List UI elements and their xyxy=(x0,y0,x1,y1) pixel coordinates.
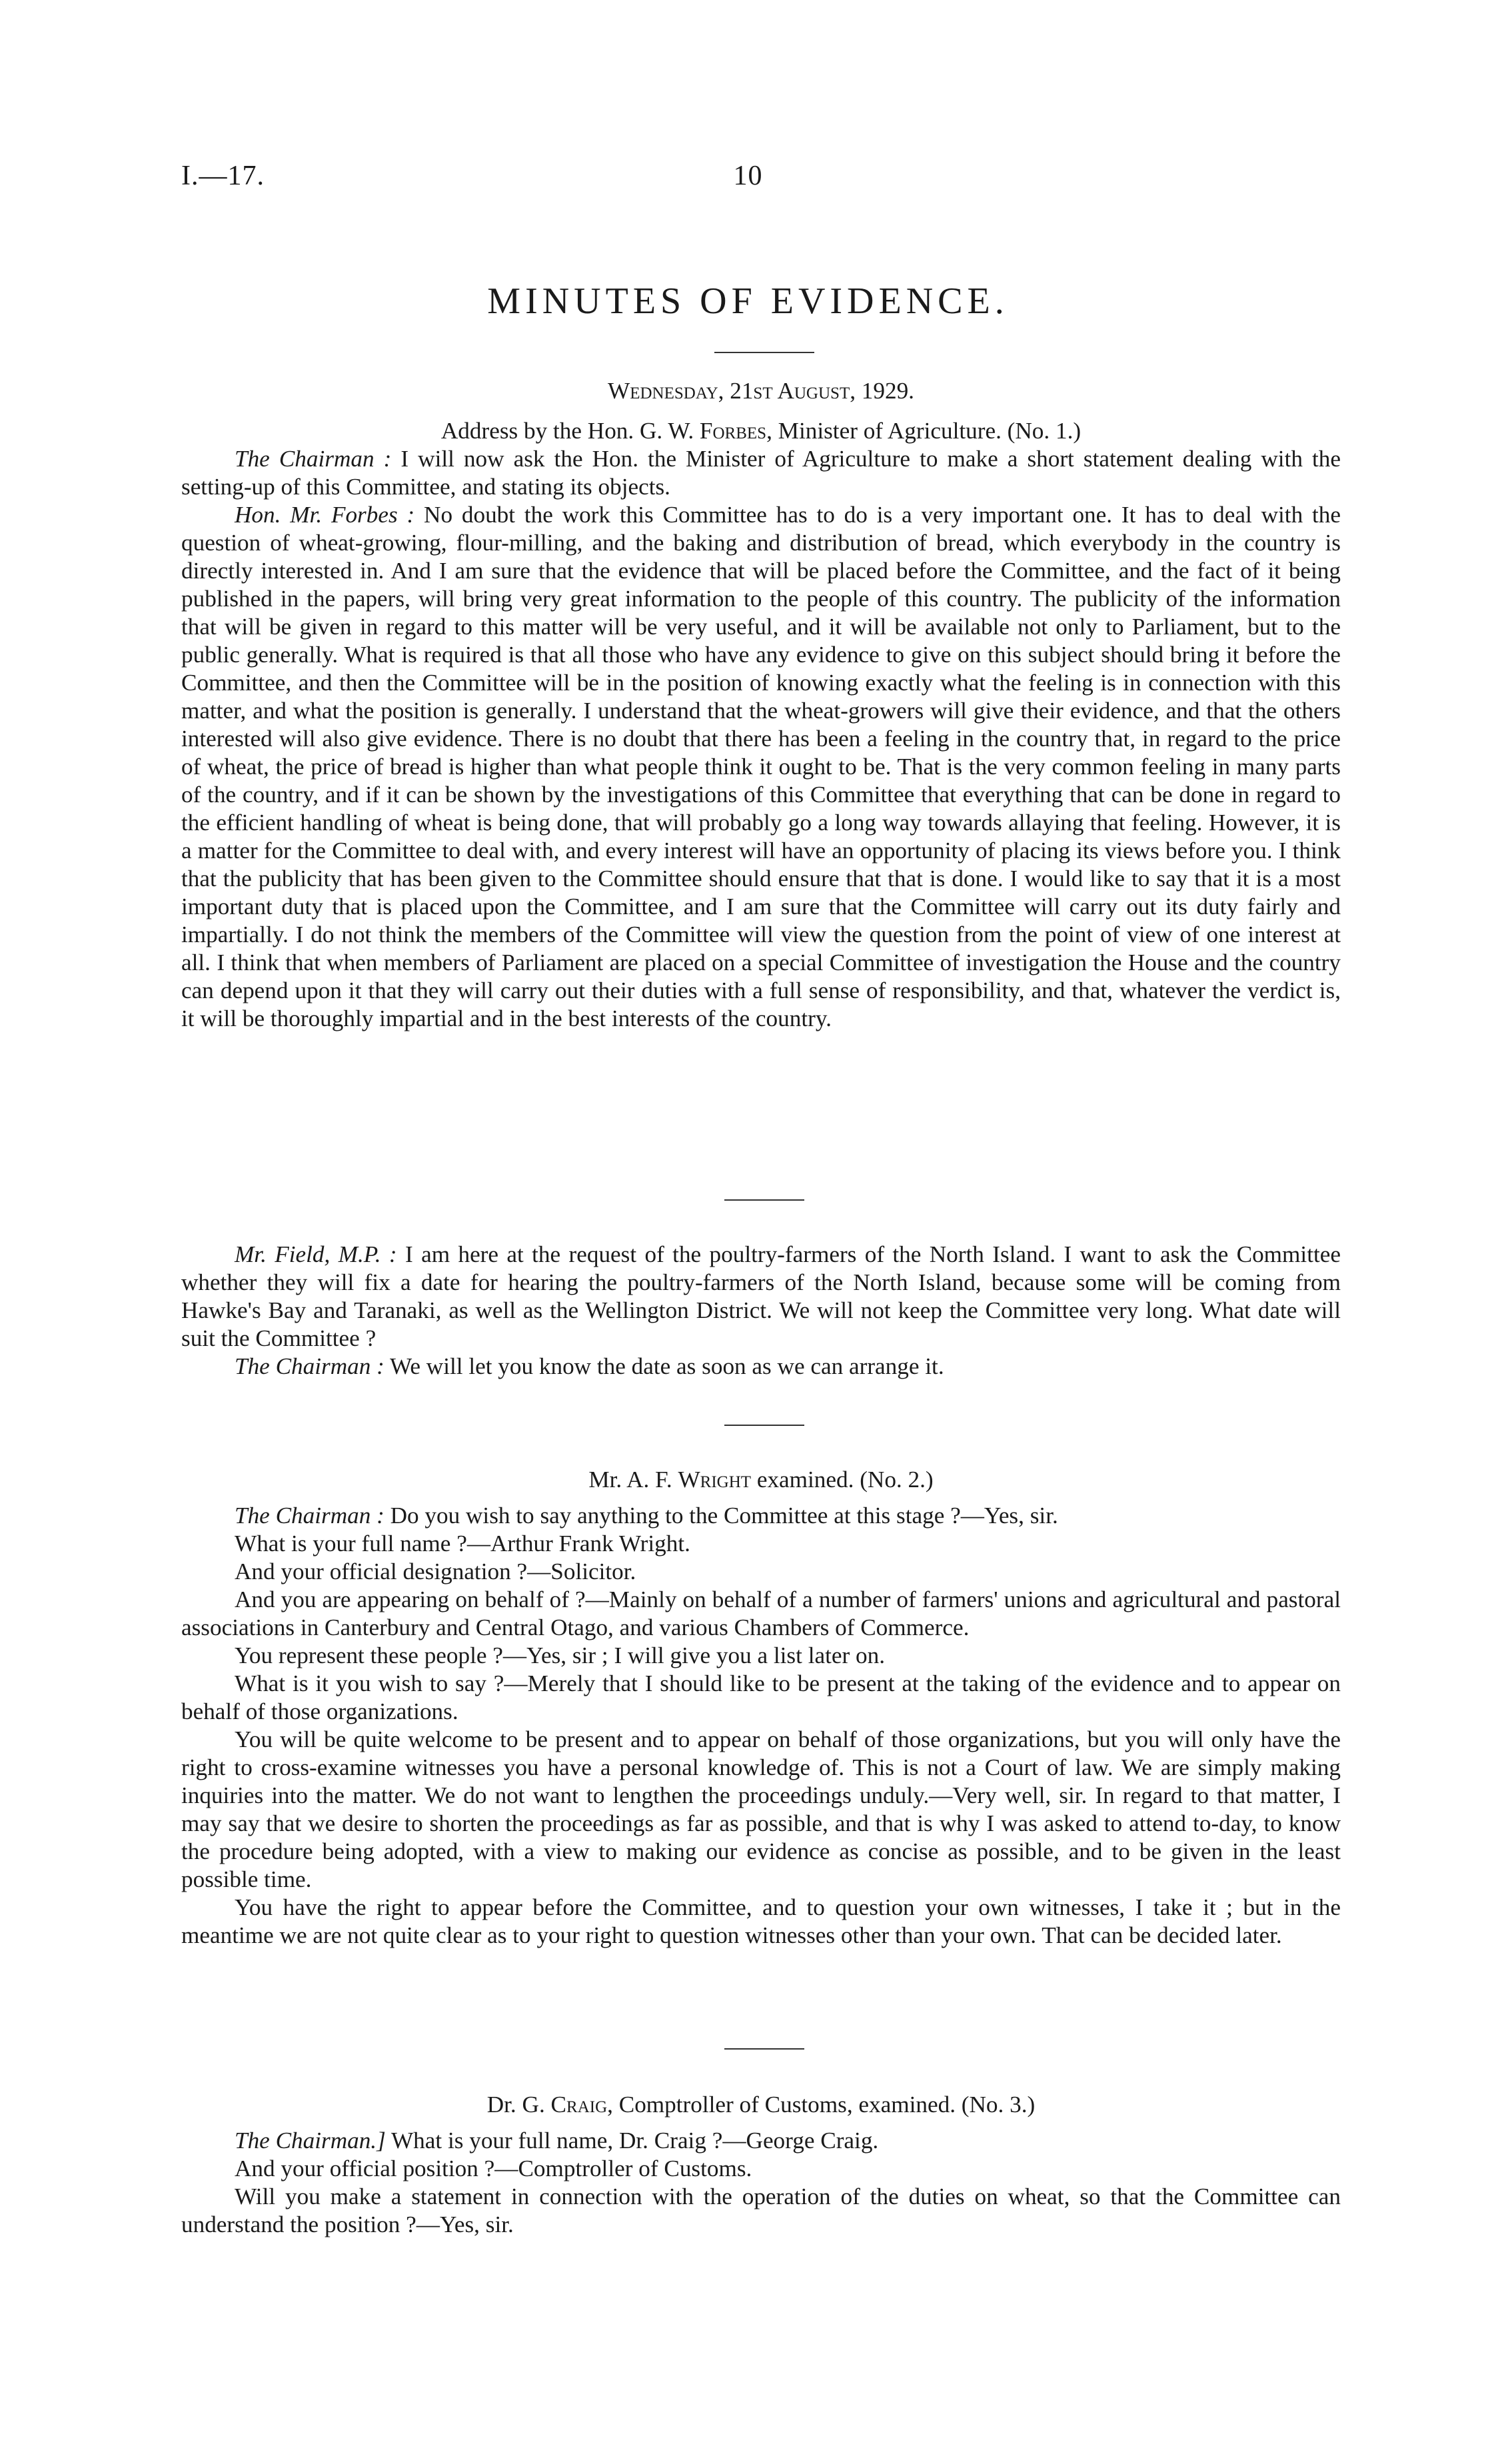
paragraph xyxy=(181,1558,1341,1586)
heading-prefix: Mr. A. F. xyxy=(588,1467,678,1493)
paragraph-text: What is your full name, Dr. Craig ?—George Craig. xyxy=(385,2128,879,2154)
title-divider xyxy=(714,352,814,353)
page-title: MINUTES OF EVIDENCE. xyxy=(487,281,1009,322)
paragraph xyxy=(181,445,1341,501)
speaker-name: The Chairman.] xyxy=(235,2128,386,2154)
heading-prefix: Dr. G. xyxy=(486,2092,551,2118)
speaker-name: The Chairman : xyxy=(235,1503,384,1529)
paragraph-text: You have the right to appear before the Committee, and to question your own witnesses, I take it ; but in the meantime we are not quite clear as to your right to question witnesses other than your own. That can be decided later. xyxy=(181,1894,1341,1948)
section-wright-examined xyxy=(181,1466,1341,1950)
paragraph-text: Will you make a statement in connection with the operation of the duties on wheat, so that the Committee can understand the position ?—Yes, sir. xyxy=(181,2183,1341,2237)
heading-witness-name: Craig xyxy=(550,2092,608,2118)
paragraph-text: Do you wish to say anything to the Committee at this stage ?—Yes, sir. xyxy=(384,1503,1058,1529)
paragraph xyxy=(181,2183,1341,2239)
paragraph-text: And your official designation ?—Solicitor. xyxy=(235,1558,636,1584)
paragraph-text: And you are appearing on behalf of ?—Mainly on behalf of a number of farmers' unions and agricultural and pastoral associations in Canterbury and Central Otago, and various Chambers of Commerce. xyxy=(181,1586,1341,1640)
speaker-name: The Chairman : xyxy=(235,446,392,472)
paragraph xyxy=(181,1353,1341,1381)
heading-suffix: , Minister of Agriculture. (No. 1.) xyxy=(766,418,1082,444)
speaker-name: Mr. Field, M.P. : xyxy=(235,1241,397,1267)
paragraph xyxy=(181,2155,1341,2183)
heading-suffix: , Comptroller of Customs, examined. (No. 3.) xyxy=(607,2092,1036,2118)
heading-witness-name: Wright xyxy=(678,1467,752,1493)
paragraph xyxy=(181,1502,1341,1530)
paragraph-text: No doubt the work this Committee has to do is a very important one. It has to deal with the question of wheat-growing, flour-milling, and the baking and distribution of bread, which everybody in the country is directly interested in. And I am sure that the evidence that will be placed before the Committee, and the fact of it being published in the papers, will bring very great information to the people of this country. The publicity of the information that will be given in regard to this matter will be very useful, and it will be available not only to Parliament, but to the public generally. What is required is that all those who have any evidence to give on this subject should bring it before the Committee, and then the Committee will be in the position of knowing exactly what the feeling is in connection with this matter, and what the position is generally. I understand that the wheat-growers will give their evidence, and that the others interested will also give evidence. There is no doubt that there has been a feeling in the country that, in regard to the price of wheat, the price of bread is higher than what people think it ought to be. That is the very common feeling in many parts of the country, and if it can be shown by the investigations of this Committee that everything that can be done in regard to the efficient handling of wheat is being done, that will probably go a long way towards allaying that feeling. However, it is a matter for the Committee to deal with, and every interest will have an opportunity of placing its views before you. I think that the publicity that has been given to the Committee should ensure that that is done. I would like to say that it is a most important duty that is placed upon the Committee, and I am sure that the Committee will carry out its duty fairly and impartially. I do not think the members of the Committee will view the question from the point of view of one interest at all. I think that when members of Parliament are placed on a special Committee of investigation the House and the country can depend upon it that they will carry out their duties with a full sense of responsibility, and that, whatever the verdict is, it will be thoroughly impartial and in the best interests of the country. xyxy=(181,502,1341,1031)
paragraph-text: We will let you know the date as soon as we can arrange it. xyxy=(384,1353,944,1379)
section-divider xyxy=(724,1425,804,1426)
paragraph-text: What is your full name ?—Arthur Frank Wright. xyxy=(235,1531,690,1556)
paragraph xyxy=(181,1726,1341,1894)
paragraph xyxy=(181,1241,1341,1353)
section-craig-examined xyxy=(181,2091,1341,2239)
paragraph xyxy=(181,1894,1341,1950)
paragraph-text: What is it you wish to say ?—Merely that I should like to be present at the taking of the evidence and to appear on behalf of those organizations. xyxy=(181,1670,1341,1724)
paragraph xyxy=(181,1670,1341,1726)
heading-prefix: Address by the Hon. G. W. xyxy=(440,418,700,444)
paragraph xyxy=(181,2127,1341,2155)
section-heading xyxy=(181,417,1341,445)
paragraph-text: You represent these people ?—Yes, sir ; I will give you a list later on. xyxy=(235,1642,885,1668)
section-divider xyxy=(724,1199,804,1201)
paper-reference: I.—17. xyxy=(181,161,265,191)
paragraph-text: You will be quite welcome to be present and to appear on behalf of those organizations, but you will only have the right to cross-examine witnesses you have a personal knowledge of. This is not a Court of law. We are simply making inquiries into the matter. We do not want to lengthen the proceedings unduly.—Very well, sir. In regard to that matter, I may say that we desire to shorten the proceedings as far as possible, and that is why I was asked to attend to-day, to know the procedure being adopted, with a view to making our evidence as concise as possible, and to be given in the least possible time. xyxy=(181,1726,1341,1892)
paragraph xyxy=(181,1530,1341,1558)
section-heading xyxy=(181,2091,1341,2119)
paragraph-text: I am here at the request of the poultry-farmers of the North Island. I want to ask the Committee whether they will fix a date for hearing the poultry-farmers of the North Island, because some will be coming from Hawke's Bay and Taranaki, as well as the Wellington District. We will not keep the Committee very long. What date will suit the Committee ? xyxy=(181,1241,1341,1351)
page-number: 10 xyxy=(733,161,763,191)
heading-witness-name: Forbes xyxy=(699,418,767,444)
paragraph xyxy=(181,1586,1341,1642)
section-field-request xyxy=(181,1241,1341,1381)
paragraph xyxy=(181,1642,1341,1670)
date-line: Wednesday, 21st August, 1929. xyxy=(608,378,914,404)
section-heading xyxy=(181,1466,1341,1494)
section-divider xyxy=(724,2048,804,2050)
paragraph-text: And your official position ?—Comptroller of Customs. xyxy=(235,2156,752,2181)
paragraph-text: I will now ask the Hon. the Minister of Agriculture to make a short statement dealing with the setting-up of this Committee, and stating its objects. xyxy=(181,446,1341,500)
section-forbes-address xyxy=(181,377,1341,1033)
speaker-name: The Chairman : xyxy=(235,1353,384,1379)
speaker-name: Hon. Mr. Forbes : xyxy=(235,502,415,528)
paragraph xyxy=(181,501,1341,1033)
heading-suffix: examined. (No. 2.) xyxy=(751,1467,934,1493)
